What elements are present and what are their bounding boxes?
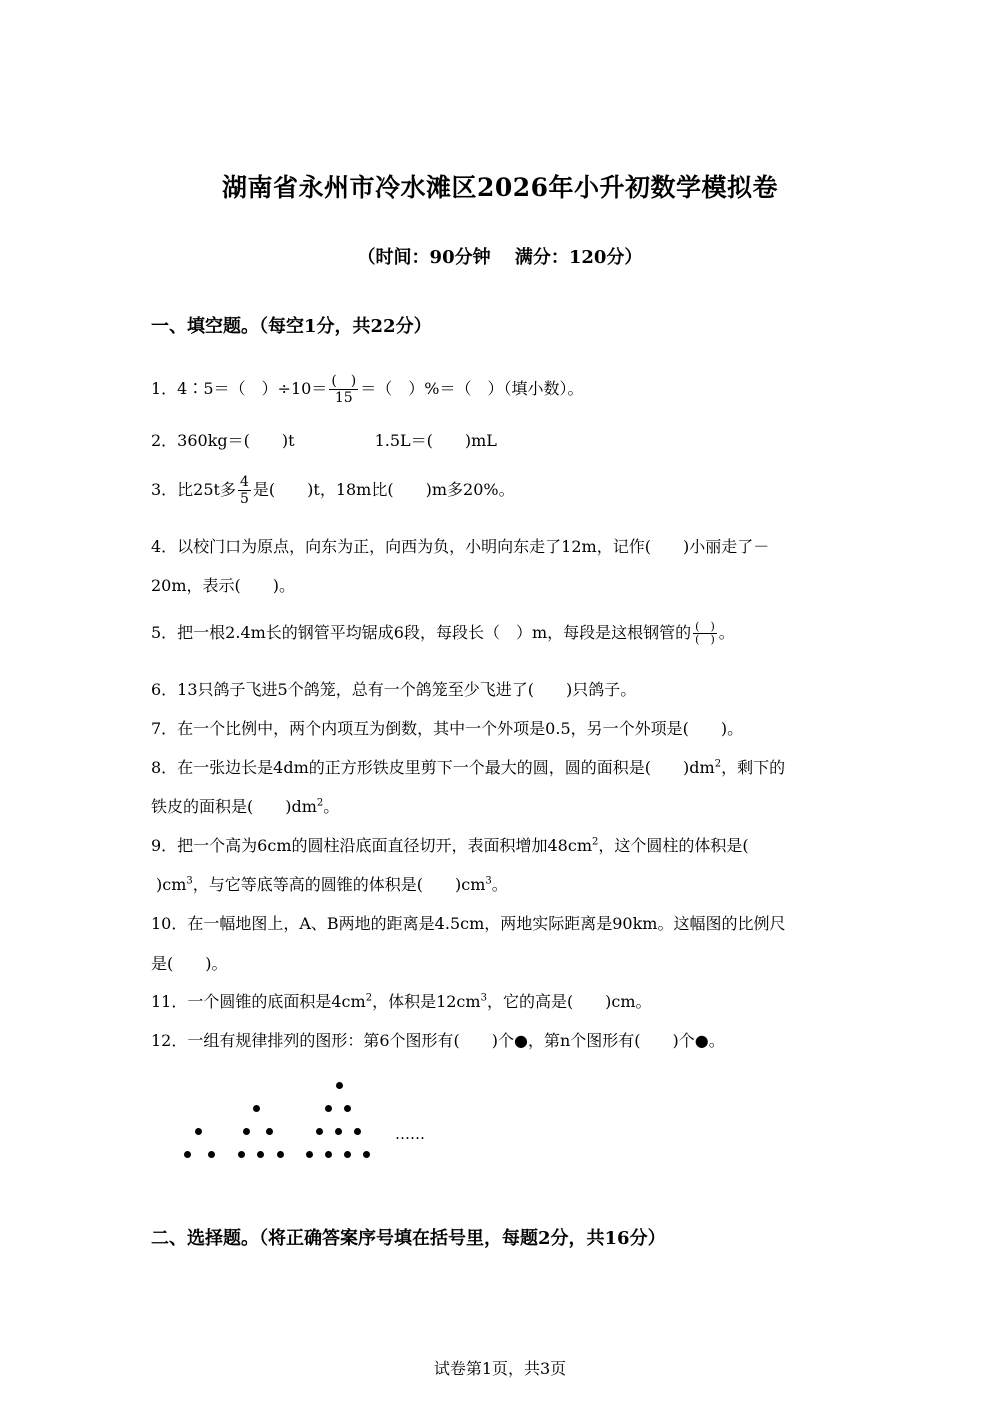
question-8-line-1 — [151, 757, 785, 779]
dot — [325, 1105, 332, 1112]
question-1-text-b: ＝（ ）%＝（ ）（填小数）。 — [360, 379, 584, 398]
dot — [208, 1151, 215, 1158]
question-9-text-d: ，与它等底等高的圆锥的体积是( )cm — [192, 875, 486, 894]
question-1-fraction — [329, 373, 358, 406]
dot — [243, 1128, 250, 1135]
question-10-line-2: 是( )。 — [151, 954, 228, 973]
fraction-numerator: ( ) — [695, 620, 715, 633]
question-4-line-1: 4．以校门口为原点，向东为正，向西为负，小明向东走了12m，记作( )小丽走了－ — [151, 537, 770, 556]
question-8-line-2 — [151, 796, 339, 818]
question-10-line-1: 10．在一幅地图上，A、B两地的距离是4.5cm，两地实际距离是90km。这幅图的比例尺 — [151, 914, 786, 933]
superscript-2: 2 — [592, 836, 599, 848]
question-9-line-2 — [156, 874, 508, 896]
dot — [277, 1151, 284, 1158]
question-3-text-b: 是( )t，18m比( )m多20%。 — [252, 480, 515, 499]
question-3-text-a: 3．比25t多 — [151, 480, 236, 499]
question-9-text-e: 。 — [491, 875, 508, 894]
page-footer: 试卷第1页，共3页 — [433, 1359, 567, 1378]
superscript-3: 3 — [485, 875, 492, 887]
question-9-line-1 — [151, 835, 749, 857]
fraction-numerator: ( ) — [331, 373, 357, 389]
dot — [184, 1151, 191, 1158]
superscript-2: 2 — [714, 758, 722, 770]
dot — [316, 1128, 323, 1135]
dot — [335, 1128, 342, 1135]
question-5-fraction — [693, 621, 717, 646]
question-1-text-a: 1．4∶5＝（ ）÷10＝ — [151, 379, 328, 398]
question-9-text-c: )cm — [156, 875, 187, 894]
dot — [195, 1128, 202, 1135]
pattern-ellipsis: …… — [395, 1125, 425, 1143]
question-8-text-c: 铁皮的面积是( )dm — [151, 797, 317, 816]
question-5-text-b: 。 — [718, 623, 735, 642]
fraction-denominator: 15 — [329, 389, 358, 406]
question-4-line-2: 20m，表示( )。 — [151, 576, 296, 595]
fraction-denominator: 5 — [239, 491, 249, 507]
fraction-numerator: 4 — [239, 474, 249, 490]
exam-info: （时间：90分钟 满分：120分） — [357, 247, 643, 268]
dot — [238, 1151, 245, 1158]
question-3 — [151, 474, 515, 507]
question-12: 12．一组有规律排列的图形：第6个图形有( )个●，第n个图形有( )个●。 — [151, 1031, 725, 1050]
dot — [325, 1151, 332, 1158]
dot — [354, 1128, 361, 1135]
section-heading-multiple-choice: 二、选择题。（将正确答案序号填在括号里，每题2分，共16分） — [151, 1228, 666, 1249]
dot — [344, 1105, 351, 1112]
question-11-text-b: ，体积是12cm — [372, 992, 481, 1011]
question-11-text-c: ，它的高是( )cm。 — [486, 992, 652, 1011]
fraction-denominator: ( ) — [695, 633, 715, 646]
dot — [344, 1151, 351, 1158]
question-6: 6．13只鸽子飞进5个鸽笼，总有一个鸽笼至少飞进了( )只鸽子。 — [151, 680, 637, 699]
question-11 — [151, 991, 652, 1013]
question-3-fraction — [238, 474, 251, 507]
dot — [336, 1082, 343, 1089]
page-title: 湖南省永州市冷水滩区2026年小升初数学模拟卷 — [221, 173, 779, 202]
dot — [266, 1128, 273, 1135]
question-5-text-a: 5．把一根2.4m长的钢管平均锯成6段，每段长（ ）m，每段是这根钢管的 — [151, 623, 692, 642]
dot — [363, 1151, 370, 1158]
dot — [253, 1105, 260, 1112]
question-11-text-a: 11．一个圆锥的底面积是4cm — [151, 992, 366, 1011]
question-7: 7．在一个比例中，两个内项互为倒数，其中一个外项是0.5，另一个外项是( )。 — [151, 719, 744, 738]
superscript-3: 3 — [480, 992, 487, 1004]
question-9-text-a: 9．把一个高为6cm的圆柱沿底面直径切开，表面积增加48cm — [151, 836, 592, 855]
question-5 — [151, 621, 735, 646]
dot — [257, 1151, 264, 1158]
superscript-2: 2 — [365, 992, 373, 1004]
dot — [306, 1151, 313, 1158]
question-8-text-b: ，剩下的 — [721, 758, 786, 777]
question-9-text-b: ，这个圆柱的体积是( — [598, 836, 749, 855]
question-2: 2．360kg＝( )t 1.5L＝( )mL — [151, 431, 497, 450]
question-8-text-a: 8．在一张边长是4dm的正方形铁皮里剪下一个最大的圆，圆的面积是( )dm — [151, 758, 715, 777]
superscript-3: 3 — [186, 875, 193, 887]
section-heading-fill-in: 一、填空题。（每空1分，共22分） — [151, 316, 432, 337]
question-8-text-d: 。 — [323, 797, 340, 816]
question-1 — [151, 373, 583, 406]
superscript-2: 2 — [316, 797, 324, 809]
